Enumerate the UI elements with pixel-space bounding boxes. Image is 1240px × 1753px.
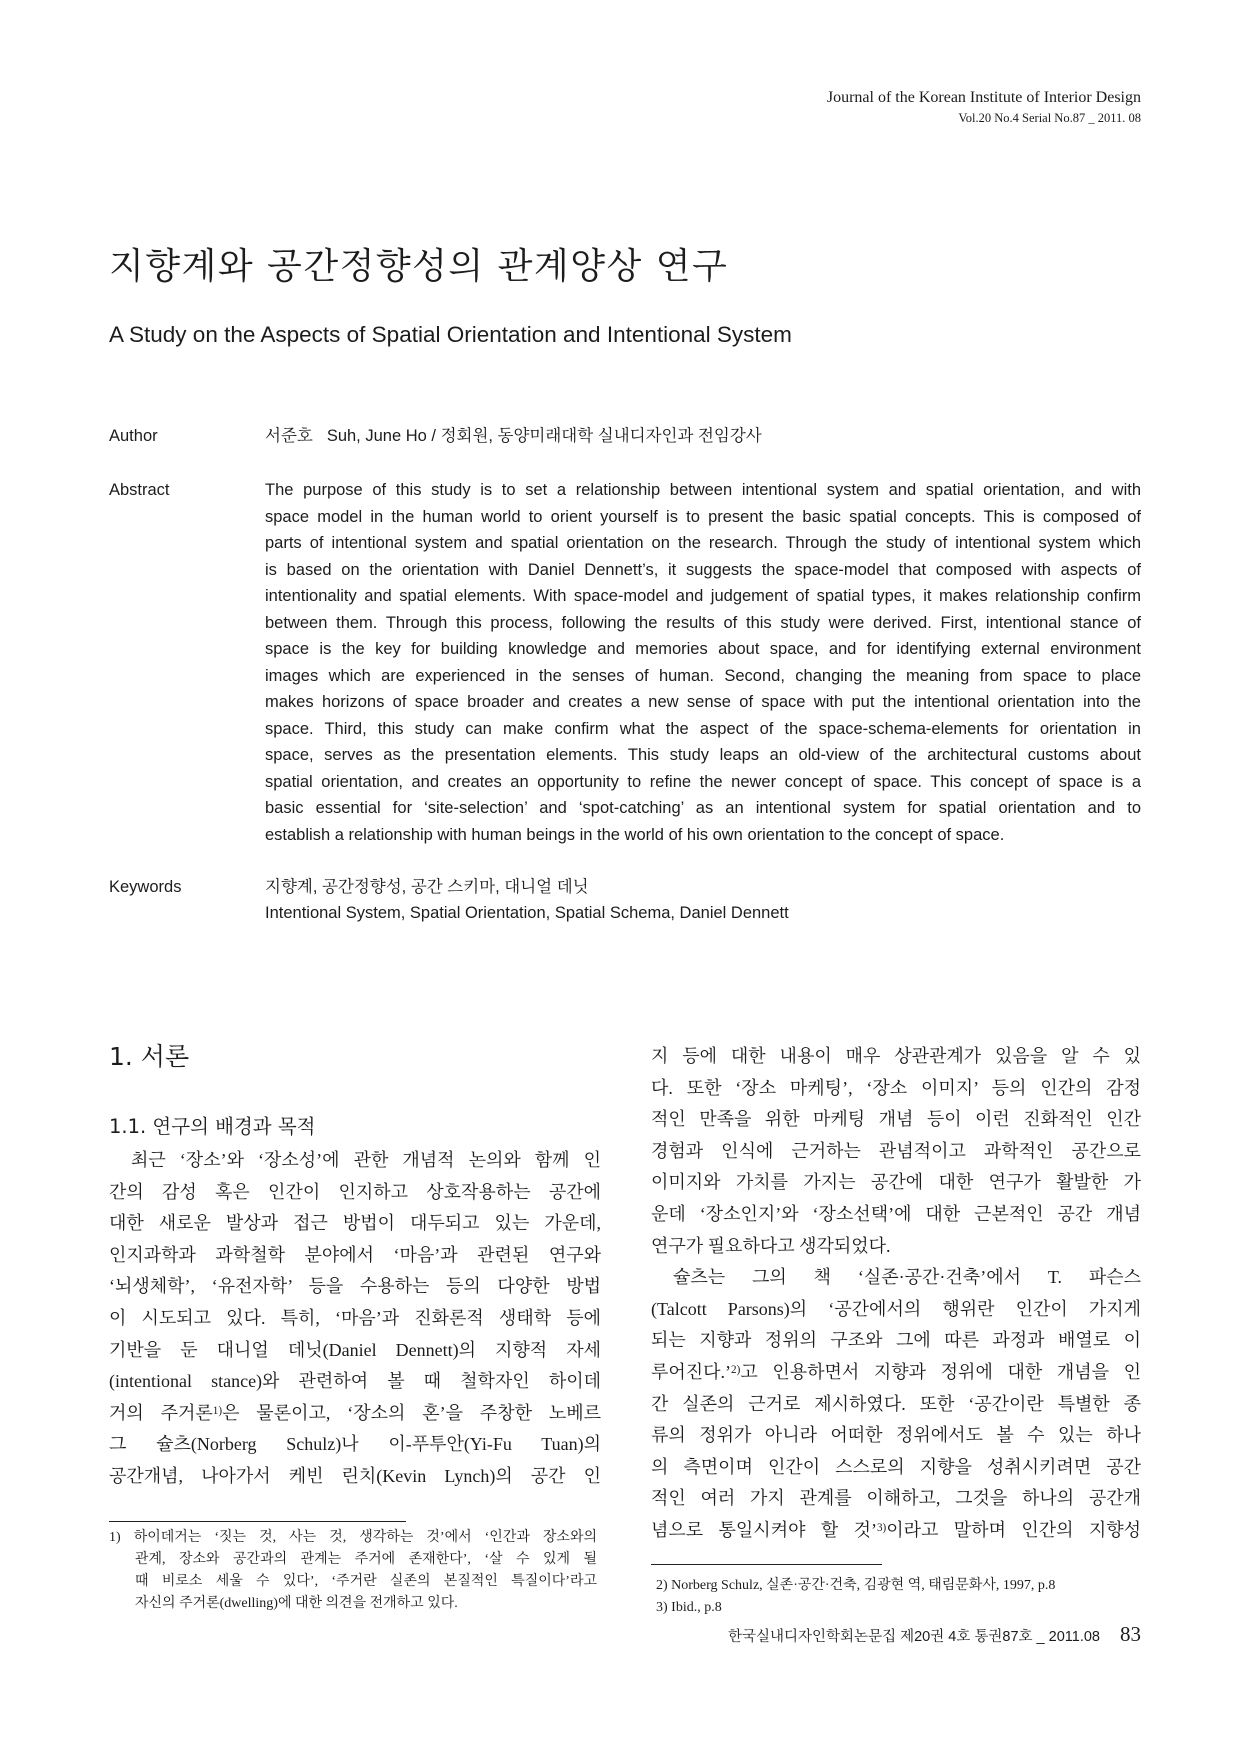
page-number: 83 xyxy=(1120,1622,1141,1646)
journal-issue: Vol.20 No.4 Serial No.87 _ 2011. 08 xyxy=(958,111,1141,125)
keywords-korean: 지향계, 공간정향성, 공간 스키마, 대니얼 데닛 xyxy=(265,878,589,896)
footer-journal-issue: 한국실내디자인학회논문집 제20권 4호 통권87호 _ 2011.08 xyxy=(728,1629,1100,1645)
body-line: (Talcott Parsons)의 ‘공간에서의 행위란 인간이 가지게 xyxy=(651,1298,1141,1319)
abstract-line: space model in the human world to orient yourself is to present the basic spatial concepts. This is composed of xyxy=(265,507,1141,526)
journal-name: Journal of the Korean Institute of Interior Design xyxy=(826,89,1141,106)
abstract-line: space is the key for building knowledge and memories about space, and for identifying external environment xyxy=(265,640,1141,658)
footnote-ref: 1) xyxy=(212,1404,223,1417)
body-line: 공간개념, 나아가서 케빈 린치(Kevin Lynch)의 공간 인 xyxy=(109,1465,601,1486)
abstract-text xyxy=(265,477,1141,848)
footnote-2: 2) Norberg Schulz, 실존·공간·건축, 김광현 역, 태림문화사, 1997, p.8 xyxy=(656,1578,1056,1593)
body-line: 경험과 인식에 근거하는 관념적이고 과학적인 공간으로 xyxy=(651,1140,1141,1161)
body-line: 간의 감성 혹은 인간이 인지하고 상호작용하는 공간에 xyxy=(109,1181,601,1202)
footnote-line: 때 비로소 세울 수 있다’, ‘주거란 실존의 본질적인 특질이다’라고 xyxy=(135,1574,597,1589)
body-line: ‘뇌생체학’, ‘유전자학’ 등을 수용하는 등의 다양한 방법 xyxy=(109,1276,601,1297)
abstract-line: The purpose of this study is to set a relationship between intentional system and spatial orientation, and with xyxy=(265,481,1141,499)
abstract-line: space, serves as the presentation elements. This study leaps an old-view of the architectural customs about xyxy=(265,746,1141,764)
footnotes-right xyxy=(656,1575,1141,1619)
footnote-1 xyxy=(109,1527,597,1615)
body-line: 그 슐츠(Norberg Schulz)나 이-푸투안(Yi-Fu Tuan)의 xyxy=(109,1434,601,1455)
body-line: 슐츠는 그의 책 ‘실존·공간·건축’에서 T. 파슨스 xyxy=(673,1267,1141,1288)
abstract-line: space. Third, this study can make confirm what the aspect of the space-schema-elements for orientation in xyxy=(265,719,1141,738)
paper-title-korean: 지향계와 공간정향성의 관계양상 연구 xyxy=(109,246,729,287)
body-line: 류의 정위가 아니라 어떠한 정위에서도 볼 수 있는 하나 xyxy=(651,1425,1141,1446)
body-line: 되는 지향과 정위의 구조와 그에 따른 과정과 배열로 이 xyxy=(651,1330,1141,1351)
body-text: 고 인용하면서 지향과 정위에 대한 개념을 인 xyxy=(740,1361,1141,1382)
footnote-divider xyxy=(651,1564,882,1565)
body-line: (intentional stance)와 관련하여 볼 때 철학자인 하이데 xyxy=(109,1371,601,1392)
body-line xyxy=(109,1398,601,1430)
author-label: Author xyxy=(109,427,158,445)
keywords xyxy=(265,874,1141,926)
footnote-line: 자신의 주거론(dwelling)에 대한 의견을 전개하고 있다. xyxy=(135,1596,458,1611)
body-line xyxy=(651,1357,1141,1389)
footnote-ref: 2) xyxy=(731,1363,741,1376)
body-line xyxy=(651,1515,1141,1547)
abstract-line: spatial orientation, and creates an opportunity to refine the newer concept of space. This concept of space is a xyxy=(265,772,1141,791)
author-name-korean: 서준호 xyxy=(265,427,313,445)
body-line: 연구가 필요하다고 생각되었다. xyxy=(651,1235,891,1256)
body-text: 념으로 통일시켜야 할 것’ xyxy=(651,1519,877,1540)
body-line: 간 실존의 근거로 제시하였다. 또한 ‘공간이란 특별한 종 xyxy=(651,1393,1141,1414)
body-line: 적인 여러 가지 관계를 이해하고, 그것을 하나의 공간개 xyxy=(651,1488,1141,1509)
subsection-heading: 1.1. 연구의 배경과 목적 xyxy=(109,1115,316,1138)
footnote-ref: 3) xyxy=(876,1521,887,1534)
abstract-line: images which are experienced in the senses of human. Second, changing the meaning from space to place xyxy=(265,666,1141,685)
abstract-line: parts of intentional system and spatial orientation on the research. Through the study of intentional system which xyxy=(265,534,1141,552)
author-details: Suh, June Ho / 정회원, 동양미래대학 실내디자인과 전임강사 xyxy=(326,427,762,445)
body-text: 거의 주거론 xyxy=(109,1402,213,1423)
footnote-line: 1) 하이데거는 ‘짓는 것, 사는 것, 생각하는 것’에서 ‘인간과 장소와의 xyxy=(109,1530,597,1545)
body-text: 이라고 말하며 인간의 지향성 xyxy=(886,1519,1141,1540)
body-line: 다. 또한 ‘장소 마케팅’, ‘장소 이미지’ 등의 인간의 감정 xyxy=(651,1077,1141,1098)
body-line: 이미지와 가치를 가지는 공간에 대한 연구가 활발한 가 xyxy=(651,1172,1141,1193)
abstract-line: establish a relationship with human beings in the world of his own orientation to the concept of space. xyxy=(265,825,1005,844)
footnote-line: 관계, 장소와 공간과의 관계는 주거에 존재한다’, ‘살 수 있게 될 xyxy=(135,1552,597,1567)
abstract-line: intentionality and spatial elements. With space-model and judgement of spatial types, it makes relationship confirm xyxy=(265,587,1141,605)
abstract-label: Abstract xyxy=(109,481,170,499)
abstract-line: basic essential for ‘site-selection’ and ‘spot-catching’ as an intentional system for spatial orientation and to xyxy=(265,799,1141,817)
body-text: 은 물론이고, ‘장소의 혼’을 주창한 노베르 xyxy=(222,1402,601,1423)
footnote-divider xyxy=(109,1521,406,1522)
body-line: 대한 새로운 발상과 접근 방법이 대두되고 있는 가운데, xyxy=(109,1213,601,1234)
body-line: 인지과학과 과학철학 분야에서 ‘마음’과 관련된 연구와 xyxy=(109,1244,601,1265)
footnote-3: 3) Ibid., p.8 xyxy=(656,1600,722,1615)
body-line: 이 시도되고 있다. 특히, ‘마음’과 진화론적 생태학 등에 xyxy=(109,1307,601,1328)
body-line: 의 측면이며 인간이 스스로의 지향을 성취시키려면 공간 xyxy=(651,1456,1141,1477)
section-heading: 1. 서론 xyxy=(109,1042,190,1071)
abstract-line: between them. Through this process, following the results of this study were derived. First, intentional stance of xyxy=(265,613,1141,632)
keywords-english: Intentional System, Spatial Orientation, Spatial Schema, Daniel Dennett xyxy=(265,904,789,922)
body-line: 기반을 둔 대니얼 데닛(Daniel Dennett)의 지향적 자세 xyxy=(109,1339,601,1360)
keywords-label: Keywords xyxy=(109,878,182,896)
body-column-left xyxy=(109,1145,601,1493)
body-column-right xyxy=(651,1041,1141,1547)
author-info xyxy=(265,425,1141,447)
paper-title-english: A Study on the Aspects of Spatial Orientation and Intentional System xyxy=(109,322,792,347)
body-line: 적인 만족을 위한 마케팅 개념 등이 이런 진화적인 인간 xyxy=(651,1109,1141,1130)
body-line: 운데 ‘장소인지’와 ‘장소선택’에 대한 근본적인 공간 개념 xyxy=(651,1203,1141,1224)
body-line: 지 등에 대한 내용이 매우 상관관계가 있음을 알 수 있 xyxy=(651,1046,1141,1066)
abstract-line: is based on the orientation with Daniel Dennett’s, it suggests the space-model that composed with aspects of xyxy=(265,560,1141,579)
body-line: 최근 ‘장소’와 ‘장소성’에 관한 개념적 논의와 함께 인 xyxy=(131,1150,601,1170)
page-footer xyxy=(728,1621,1141,1650)
abstract-line: makes horizons of space broader and creates a new sense of space with put the intentional orientation into the xyxy=(265,693,1141,711)
body-text: 루어진다.’ xyxy=(651,1361,732,1382)
